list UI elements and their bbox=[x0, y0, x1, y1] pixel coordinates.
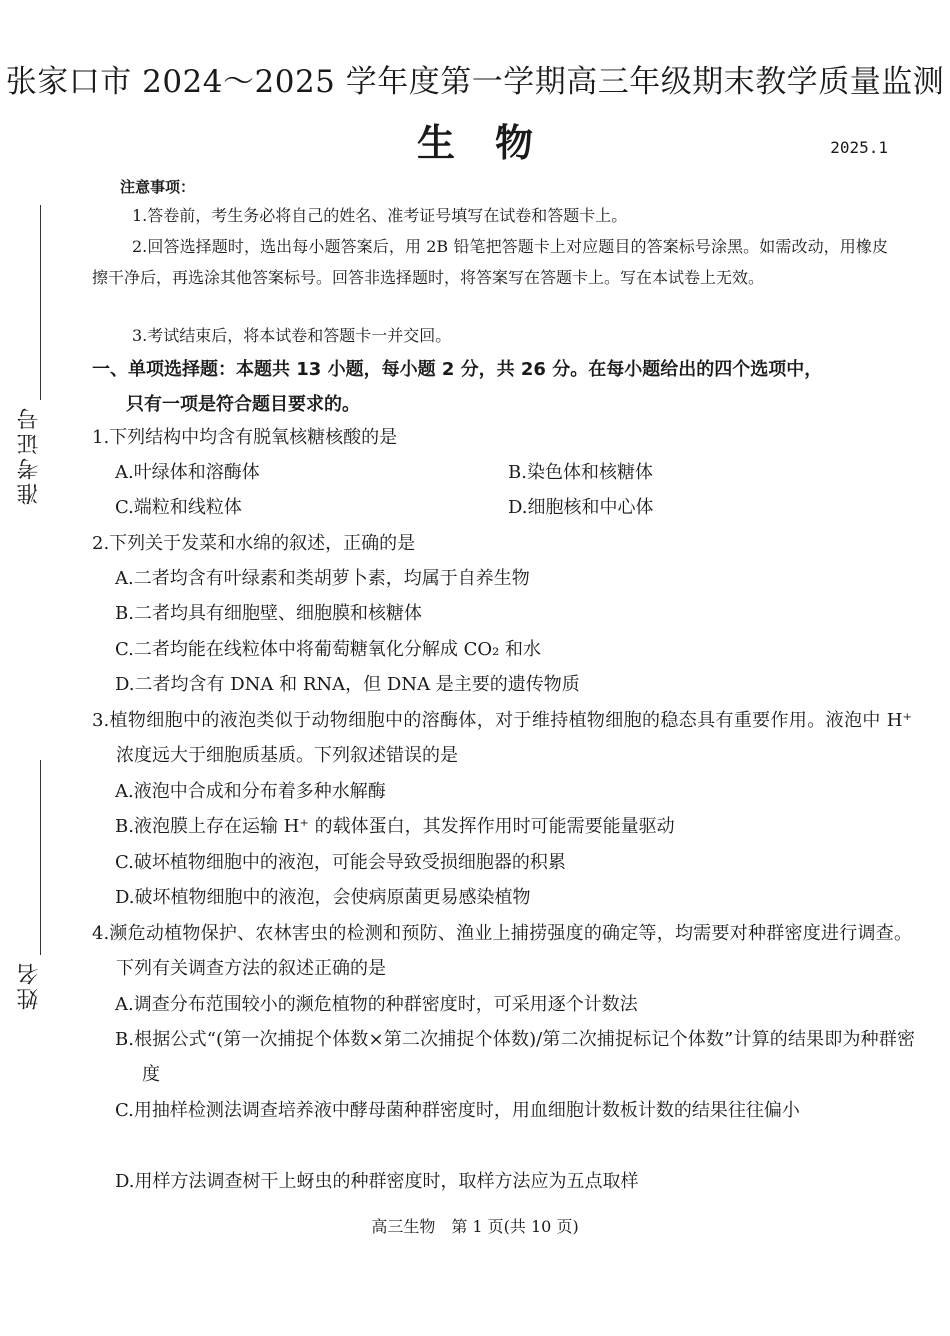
name-label: 姓名 bbox=[17, 960, 42, 1010]
question-4-option-d: D.用样方法调查树干上蚜虫的种群密度时，取样方法应为五点取样 bbox=[115, 1171, 639, 1192]
notice-item-2: 2.回答选择题时，选出每小题答案后，用 2B 铅笔把答题卡上对应题目的答案标号涂黑。如需改动，用橡皮擦干净后，再选涂其他答案标号。回答非选择题时，将答案写在答题卡上。写在本试卷上无效。 bbox=[92, 237, 888, 287]
question-4-option-b: B.根据公式“(第一次捕捉个体数×第二次捕捉个体数)/第二次捕捉标记个体数”计算的结果即为种群密度 bbox=[115, 1029, 915, 1085]
question-3-option-c: C.破坏植物细胞中的液泡，可能会导致受损细胞器的积累 bbox=[115, 852, 566, 873]
id-number-line bbox=[40, 205, 41, 400]
question-2-option-d: D.二者均含有 DNA 和 RNA，但 DNA 是主要的遗传物质 bbox=[115, 674, 580, 695]
question-3-stem: 3.植物细胞中的液泡类似于动物细胞中的溶酶体，对于维持植物细胞的稳态具有重要作用。液泡中 H⁺ 浓度远大于细胞质基质。下列叙述错误的是 bbox=[92, 710, 912, 766]
question-4-option-c: C.用抽样检测法调查培养液中酵母菌种群密度时，用血细胞计数板计数的结果往往偏小 bbox=[115, 1100, 800, 1121]
notice-heading: 注意事项： bbox=[120, 178, 196, 196]
exam-date: 2025.1 bbox=[830, 138, 888, 157]
section-heading-line-1: 一、单项选择题：本题共 13 小题，每小题 2 分，共 26 分。在每小题给出的四个选项中， bbox=[92, 359, 823, 380]
question-2-option-b: B.二者均具有细胞壁、细胞膜和核糖体 bbox=[115, 603, 422, 624]
question-4-stem: 4.濒危动植物保护、农林害虫的检测和预防、渔业上捕捞强度的确定等，均需要对种群密度进行调查。下列有关调查方法的叙述正确的是 bbox=[92, 923, 912, 979]
question-1-option-b: B.染色体和核糖体 bbox=[508, 462, 653, 483]
id-number-label: 准考证号 bbox=[17, 405, 42, 505]
question-3-option-a: A.液泡中合成和分布着多种水解酶 bbox=[115, 781, 386, 802]
notice-item-1: 1.答卷前，考生务必将自己的姓名、准考证号填写在试卷和答题卡上。 bbox=[132, 206, 628, 225]
question-4-option-a: A.调查分布范围较小的濒危植物的种群密度时，可采用逐个计数法 bbox=[115, 994, 638, 1015]
question-2-option-a: A.二者均含有叶绿素和类胡萝卜素，均属于自养生物 bbox=[115, 568, 530, 589]
question-3-option-b: B.液泡膜上存在运输 H⁺ 的载体蛋白，其发挥作用时可能需要能量驱动 bbox=[115, 816, 675, 837]
question-1-stem: 1.下列结构中均含有脱氧核糖核酸的是 bbox=[92, 427, 398, 448]
question-1-option-c: C.端粒和线粒体 bbox=[115, 497, 242, 518]
section-heading bbox=[92, 352, 892, 422]
name-line bbox=[40, 760, 41, 955]
question-3-option-d: D.破坏植物细胞中的液泡，会使病原菌更易感染植物 bbox=[115, 887, 531, 908]
section-heading-line-2: 只有一项是符合题目要求的。 bbox=[126, 394, 360, 415]
question-1-option-d: D.细胞核和中心体 bbox=[508, 497, 654, 518]
page-footer: 高三生物 第 1 页(共 10 页) bbox=[371, 1217, 579, 1236]
exam-title: 张家口市 2024～2025 学年度第一学期高三年级期末教学质量监测 bbox=[5, 64, 945, 100]
question-1-option-a: A.叶绿体和溶酶体 bbox=[115, 462, 260, 483]
question-2-option-c: C.二者均能在线粒体中将葡萄糖氧化分解成 CO₂ 和水 bbox=[115, 639, 542, 660]
subject-title: 生物 bbox=[416, 121, 573, 165]
question-2-stem: 2.下列关于发菜和水绵的叙述，正确的是 bbox=[92, 533, 416, 554]
notice-item-3: 3.考试结束后，将本试卷和答题卡一并交回。 bbox=[132, 326, 452, 345]
